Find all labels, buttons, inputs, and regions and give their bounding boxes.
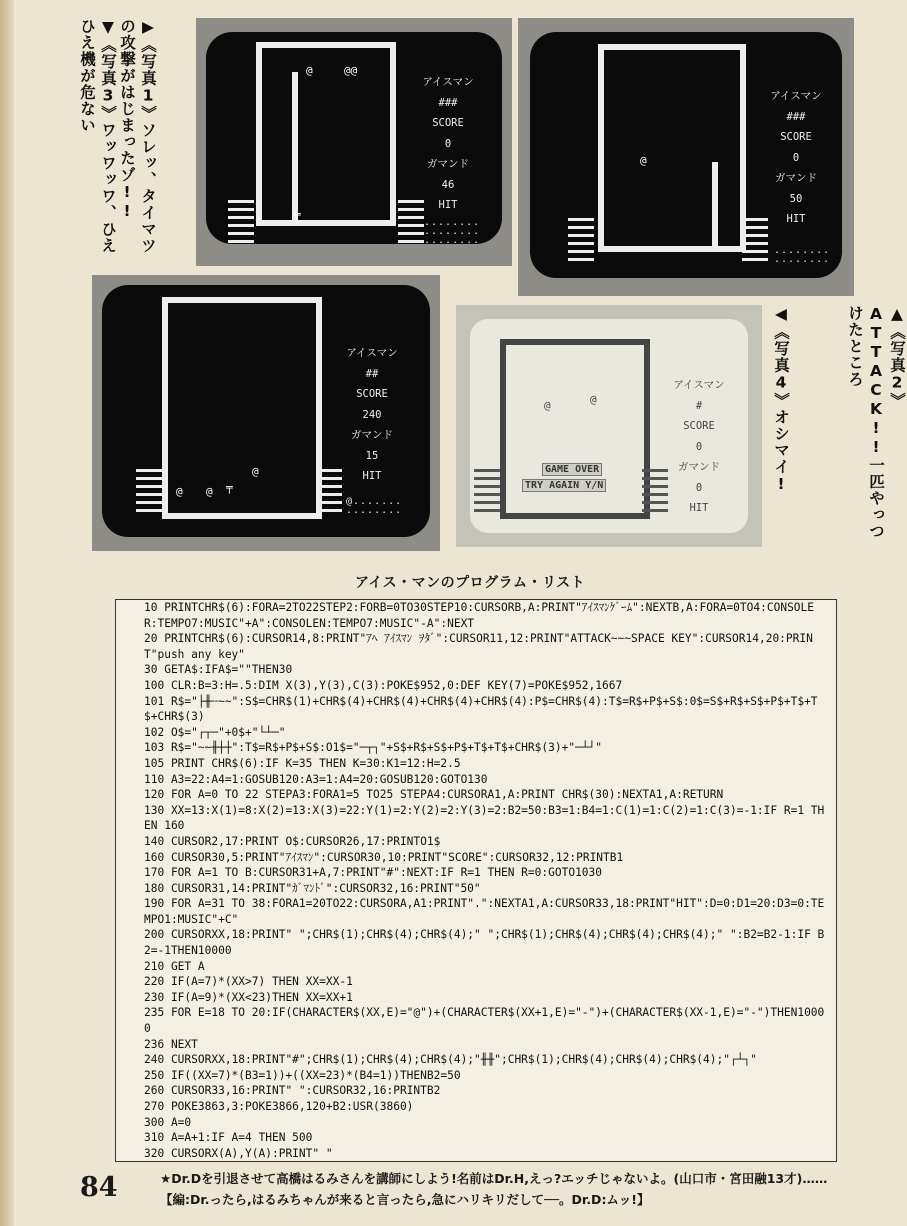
hud-hit-label: HIT bbox=[689, 502, 709, 514]
hud-ammo: 50 bbox=[789, 192, 803, 205]
hud bbox=[666, 375, 732, 519]
torch: @ bbox=[206, 485, 213, 498]
hud-lives: ## bbox=[365, 367, 379, 380]
ice-wall bbox=[256, 42, 396, 226]
hud-ammo-label: ガマンド bbox=[427, 158, 469, 170]
photo-3 bbox=[92, 275, 440, 551]
torch: @ bbox=[640, 154, 647, 167]
caption-photo2: ▲《写真2》ATTACK!!一匹やっつけたところ bbox=[846, 305, 906, 540]
program-line: 105 PRINT CHR$(6):IF K=35 THEN K=30:K1=12:H=2.5 bbox=[144, 756, 461, 770]
hud-score: 0 bbox=[444, 137, 452, 150]
stairs-left bbox=[136, 469, 162, 513]
dot-grid: ........ ........ ........ bbox=[424, 217, 481, 246]
program-line: 103 R$="~~╫┼┼":T$=R$+P$+S$:O1$="─┬┐"+S$+R$+S$+P$+T$+T$+CHR$(3)+"─┴┘" bbox=[144, 741, 603, 755]
game-screen-4 bbox=[470, 319, 748, 533]
reader-footnote: ★Dr.Dを引退させて高橋はるみさんを講師にしよう!名前はDr.H,えっ?エッチじゃないよ。(山口市・宮田融13才)……【編:Dr.ったら,はるみちゃんが来ると言ったら,急にハリキリだして──。Dr.D:ムッ!】 bbox=[160, 1171, 828, 1207]
page-binding-edge bbox=[0, 0, 14, 1226]
hud bbox=[760, 86, 832, 230]
dot-grid: @....... ........ bbox=[346, 496, 403, 516]
hud-score-label: SCORE bbox=[356, 388, 388, 400]
stairs-left bbox=[568, 218, 594, 262]
game-screen-1 bbox=[206, 32, 502, 244]
hud-score: 240 bbox=[362, 408, 382, 421]
torch: @ bbox=[306, 64, 313, 77]
program-line: 190 FOR A=31 TO 38:FORA1=20TO22:CURSORA,A1:PRINT".":NEXTA1,A:CURSOR33,18:PRINT"HIT":D=0:D1=20:D3=0:TEMPO1:MUSIC"+C" bbox=[144, 897, 825, 926]
program-line: 260 CURSOR33,16:PRINT" ":CURSOR32,16:PRINTB2 bbox=[144, 1084, 441, 1098]
program-line: 110 A3=22:A4=1:GOSUB120:A3=1:A4=20:GOSUB120:GOTO130 bbox=[144, 772, 488, 786]
hud-ammo: 15 bbox=[365, 449, 379, 462]
photo-4 bbox=[456, 305, 762, 547]
hud-ammo-label: ガマンド bbox=[351, 429, 393, 441]
hud-ammo: 0 bbox=[695, 481, 703, 494]
program-line: 102 O$="┌┬─"+0$+"└┴─" bbox=[144, 725, 286, 739]
hud-hit-label: HIT bbox=[786, 213, 806, 225]
try-again-text: TRY AGAIN Y/N bbox=[522, 479, 606, 492]
stairs-left bbox=[228, 200, 254, 244]
program-line: 101 R$="├╫╌~~":S$=CHR$(1)+CHR$(4)+CHR$(4)+CHR$(4)+CHR$(4):P$=CHR$(4):T$=R$+P$+S$:0$=S$+R$+S$+P$+T$+T$+CHR$(3) bbox=[144, 694, 818, 724]
program-line: 235 FOR E=18 TO 20:IF(CHARACTER$(XX,E)="@")+(CHARACTER$(XX+1,E)="-")+(CHARACTER$(XX-1,E)="-")THEN10000 bbox=[144, 1006, 825, 1036]
program-line: 230 IF(A=9)*(XX<23)THEN XX=XX+1 bbox=[144, 990, 353, 1004]
hud-hit-label: HIT bbox=[362, 470, 382, 482]
program-line: 236 NEXT bbox=[144, 1037, 198, 1051]
hud-score-label: SCORE bbox=[432, 117, 464, 129]
program-line: 140 CURSOR2,17:PRINT O$:CURSOR26,17:PRINTO1$ bbox=[144, 834, 441, 848]
caption-photo4: ◀《写真4》オシマイ! bbox=[772, 305, 790, 494]
program-line: 220 IF(A=7)*(XX>7) THEN XX=XX-1 bbox=[144, 975, 353, 989]
game-screen-3 bbox=[102, 285, 430, 537]
program-line: 200 CURSORXX,18:PRINT" ";CHR$(1);CHR$(4);CHR$(4);" ";CHR$(1);CHR$(4);CHR$(4);CHR$(4);" ":B2=B2-1:IF B2=-1THEN10000 bbox=[144, 928, 825, 958]
hud-lives: # bbox=[695, 399, 703, 412]
hud-name: アイスマン bbox=[770, 90, 822, 102]
hud bbox=[414, 72, 482, 216]
hud-ammo-label: ガマンド bbox=[678, 461, 720, 473]
program-line: 210 GET A bbox=[144, 959, 205, 973]
torch: @ bbox=[590, 393, 597, 406]
ice-man: ╤ bbox=[294, 208, 301, 221]
torch: @ bbox=[252, 465, 259, 478]
hud bbox=[336, 343, 408, 487]
hud-hit-label: HIT bbox=[438, 199, 458, 211]
ice-wall bbox=[500, 339, 650, 519]
hud-lives: ### bbox=[438, 96, 458, 109]
photo-1 bbox=[196, 18, 512, 266]
hud-score: 0 bbox=[792, 151, 800, 164]
program-line: 240 CURSORXX,18:PRINT"#";CHR$(1);CHR$(4);CHR$(4);"╫╫";CHR$(1);CHR$(4);CHR$(4);CHR$(4);"┌┴┐" bbox=[144, 1053, 757, 1067]
game-screen-2 bbox=[530, 32, 842, 278]
program-line: 170 FOR A=1 TO B:CURSOR31+A,7:PRINT"#":NEXT:IF R=1 THEN R=0:GOTO1030 bbox=[144, 866, 603, 880]
torch: @ bbox=[544, 399, 551, 412]
hud-score-label: SCORE bbox=[780, 131, 812, 143]
game-over-text: GAME OVER bbox=[542, 463, 602, 476]
ice-man: ╤ bbox=[226, 481, 233, 494]
program-line: 120 FOR A=0 TO 22 STEPA3:FORA1=5 TO25 STEPA4:CURSORA1,A:PRINT CHR$(30):NEXTA1,A:RETURN bbox=[144, 788, 724, 802]
column bbox=[292, 72, 298, 222]
program-line: 270 POKE3863,3:POKE3866,120+B2:USR(3860) bbox=[144, 1100, 414, 1113]
listing-title: アイス・マンのプログラム・リスト bbox=[355, 575, 586, 591]
program-line: 300 A=0 bbox=[144, 1115, 192, 1129]
program-line: 250 IF((XX=7)*(B3=1))+((XX=23)*(B4=1))THENB2=50 bbox=[144, 1068, 461, 1082]
hud-score-label: SCORE bbox=[683, 420, 715, 432]
hud-name: アイスマン bbox=[346, 347, 398, 359]
hud-score: 0 bbox=[695, 440, 703, 453]
program-line: 320 CURSORX(A),Y(A):PRINT" " bbox=[144, 1146, 333, 1160]
program-line: 20 PRINTCHR$(6):CURSOR14,8:PRINT"ｱﾍ ｱｲｽﾏﾝ ｦﾀﾞ":CURSOR11,12:PRINT"ATTACK~~~SPACE KEY":CURSOR14,20:PRINT"push any key" bbox=[144, 632, 813, 661]
program-listing bbox=[115, 599, 837, 1162]
torch: @ bbox=[176, 485, 183, 498]
hud-name: アイスマン bbox=[422, 76, 474, 88]
stairs-left bbox=[474, 469, 500, 513]
caption-photo3: ▼《写真3》ワッワッワ、ひえひえ機が危ない bbox=[78, 18, 117, 254]
hud-ammo: 46 bbox=[441, 178, 455, 191]
program-line: 160 CURSOR30,5:PRINT"ｱｲｽﾏﾝ":CURSOR30,10:PRINT"SCORE":CURSOR32,12:PRINTB1 bbox=[144, 850, 624, 864]
program-line: 10 PRINTCHR$(6):FORA=2TO22STEP2:FORB=0TO30STEP10:CURSORB,A:PRINT"ｱｲｽﾏﾝｹﾞｰﾑ":NEXTB,A:FORA=0TO4:CONSOLER:TEMPO7:MUSIC"+A":CONSOLEN:TEMPO7:MUSIC"-A":NEXT bbox=[144, 601, 815, 630]
ice-wall bbox=[598, 44, 746, 252]
hud-ammo-label: ガマンド bbox=[775, 172, 817, 184]
program-line: 30 GETA$:IFA$=""THEN30 bbox=[144, 663, 293, 677]
photo-2 bbox=[518, 18, 854, 296]
program-line: 130 XX=13:X(1)=8:X(2)=13:X(3)=22:Y(1)=2:Y(2)=2:Y(3)=2:B2=50:B3=1:B4=1:C(1)=1:C(2)=1:C(3)=-1:IF R=1 THEN 160 bbox=[144, 803, 825, 833]
program-line: 100 CLR:B=3:H=.5:DIM X(3),Y(3),C(3):POKE$952,0:DEF KEY(7)=POKE$952,1667 bbox=[144, 678, 623, 692]
stairs-right bbox=[642, 469, 668, 513]
caption-photo1: ▶《写真1》ソレッ、タイマツの攻撃がはじまったゾ!! bbox=[118, 18, 157, 254]
dot-grid: ........ ........ bbox=[774, 245, 831, 265]
page-number: 84 bbox=[80, 1172, 118, 1203]
column bbox=[712, 162, 718, 248]
program-line: 310 A=A+1:IF A=4 THEN 500 bbox=[144, 1131, 313, 1145]
torch: @@ bbox=[344, 64, 358, 77]
hud-name: アイスマン bbox=[673, 379, 725, 391]
program-line: 180 CURSOR31,14:PRINT"ｶﾞﾏﾝﾄﾞ":CURSOR32,16:PRINT"50" bbox=[144, 881, 481, 895]
ice-wall bbox=[162, 297, 322, 519]
hud-lives: ### bbox=[786, 110, 806, 123]
